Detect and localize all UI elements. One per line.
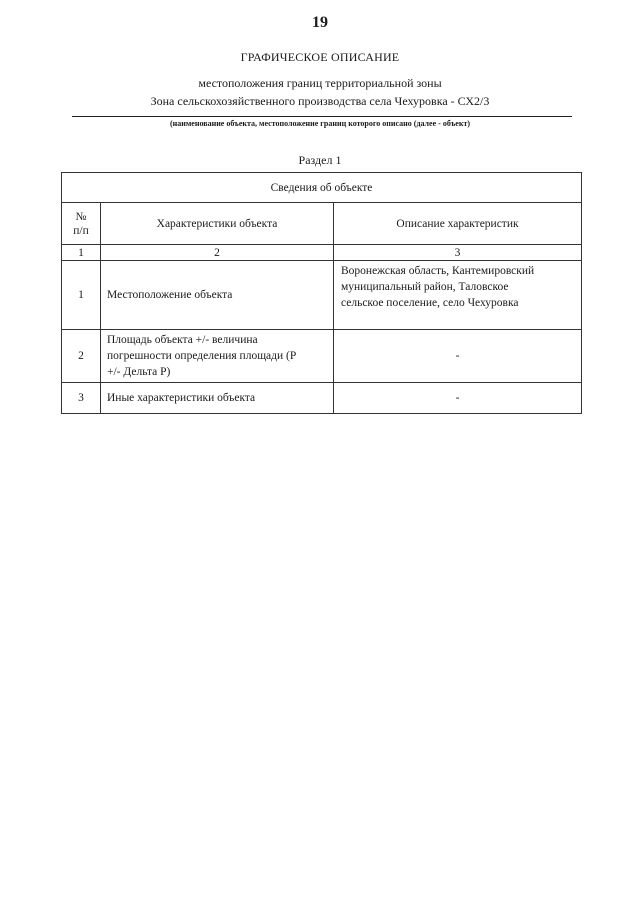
document-subtitle: местоположения границ территориальной зоны xyxy=(198,76,442,90)
table-row xyxy=(62,330,582,383)
characteristic-line: Площадь объекта +/- величина xyxy=(107,334,258,346)
description-line: муниципальный район, Таловское xyxy=(341,281,509,293)
row-characteristic: Местоположение объекта xyxy=(101,261,334,330)
row-description xyxy=(334,261,582,330)
header-number-line2: п/п xyxy=(73,224,89,237)
table-row xyxy=(62,383,582,414)
header-number-line1: № xyxy=(75,210,87,223)
table-caption-row xyxy=(62,173,582,203)
document-title: ГРАФИЧЕСКОЕ ОПИСАНИЕ xyxy=(240,50,400,64)
row-number: 3 xyxy=(62,383,101,414)
zone-name: Зона сельскохозяйственного производства села Чехуровка - СХ2/3 xyxy=(150,94,490,108)
header-number xyxy=(62,203,101,245)
header-characteristic: Характеристики объекта xyxy=(101,203,334,245)
object-info-table xyxy=(61,172,582,414)
table-row xyxy=(62,261,582,330)
page-number: 19 xyxy=(312,14,328,31)
table-caption: Сведения об объекте xyxy=(62,173,582,203)
table-header-row xyxy=(62,203,582,245)
index-cell: 1 xyxy=(62,245,101,261)
row-number: 2 xyxy=(62,330,101,383)
index-cell: 3 xyxy=(334,245,582,261)
rule-caption: (наименование объекта, местоположение границ которого описано (далее - объект) xyxy=(169,119,471,128)
section-title: Раздел 1 xyxy=(298,153,342,167)
characteristic-line: погрешности определения площади (Р xyxy=(107,350,297,362)
header-description: Описание характеристик xyxy=(334,203,582,245)
description-line: сельское поселение, село Чехуровка xyxy=(341,297,519,309)
characteristic-line: +/- Дельта Р) xyxy=(107,366,171,378)
row-description: - xyxy=(334,330,582,383)
table-index-row xyxy=(62,245,582,261)
row-number: 1 xyxy=(62,261,101,330)
underline-rule xyxy=(72,116,572,117)
row-characteristic xyxy=(101,330,334,383)
description-line: Воронежская область, Кантемировский xyxy=(341,265,535,277)
index-cell: 2 xyxy=(101,245,334,261)
row-description: - xyxy=(334,383,582,414)
row-characteristic: Иные характеристики объекта xyxy=(101,383,334,414)
